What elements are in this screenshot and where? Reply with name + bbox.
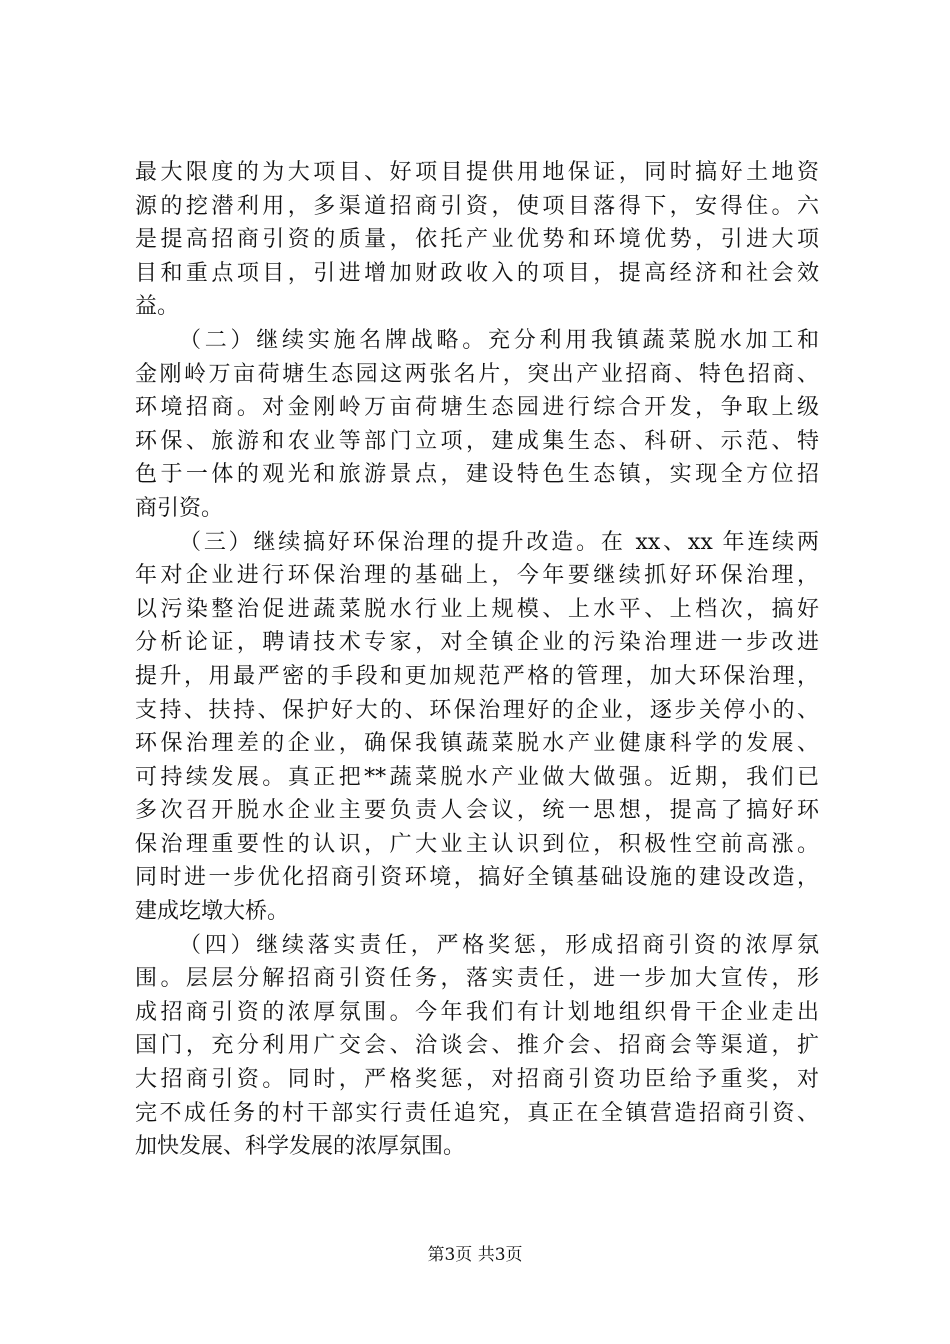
text-line: 加快发展、科学发展的浓厚氛围。: [135, 1134, 466, 1160]
text-line: 完不成任务的村干部实行责任追究，真正在全镇营造招商引资、: [135, 1100, 819, 1126]
page-number-footer: 第3页 共3页: [427, 1245, 523, 1265]
paragraph-heading-line: （三）继续搞好环保治理的提升改造。在 xx、xx 年连续两: [179, 529, 819, 555]
text-line: 环境招商。对金刚岭万亩荷塘生态园进行综合开发，争取上级: [135, 395, 819, 421]
text-line: 源的挖潜利用，多渠道招商引资，使项目落得下，安得住。六: [135, 193, 819, 219]
text-line: 最大限度的为大项目、好项目提供用地保证，同时搞好土地资: [135, 160, 819, 185]
text-line: 年对企业进行环保治理的基础上，今年要继续抓好环保治理，: [135, 563, 819, 589]
text-line: 可持续发展。真正把**蔬菜脱水产业做大做强。近期，我们已: [135, 764, 819, 790]
text-line: 多次召开脱水企业主要负责人会议，统一思想，提高了搞好环: [135, 798, 819, 824]
text-line: 支持、扶持、保护好大的、环保治理好的企业，逐步关停小的、: [135, 697, 819, 723]
text-line: 分析论证，聘请技术专家，对全镇企业的污染治理进一步改进: [135, 630, 819, 656]
text-line: 同时进一步优化招商引资环境，搞好全镇基础设施的建设改造，: [135, 865, 819, 891]
text-line: 大招商引资。同时，严格奖惩，对招商引资功臣给予重奖，对: [135, 1067, 819, 1093]
text-line: 保治理重要性的认识，广大业主认识到位，积极性空前高涨。: [135, 831, 819, 857]
text-line: 成招商引资的浓厚氛围。今年我们有计划地组织骨干企业走出: [135, 999, 819, 1025]
text-line: 金刚岭万亩荷塘生态园这两张名片，突出产业招商、特色招商、: [135, 361, 819, 387]
body-text: [135, 156, 819, 1164]
text-line: 围。层层分解招商引资任务，落实责任，进一步加大宣传，形: [135, 966, 819, 992]
text-line: 提升，用最严密的手段和更加规范严格的管理，加大环保治理，: [135, 663, 819, 689]
paragraph-heading-line: （四）继续落实责任，严格奖惩，形成招商引资的浓厚氛: [179, 932, 819, 958]
text-line: 环保治理差的企业，确保我镇蔬菜脱水产业健康科学的发展、: [135, 731, 819, 757]
text-line: 益。: [135, 294, 180, 320]
text-line: 商引资。: [135, 495, 224, 521]
text-line: 国门，充分利用广交会、洽谈会、推介会、招商会等渠道，扩: [135, 1033, 819, 1059]
text-line: 是提高招商引资的质量，依托产业优势和环境优势，引进大项: [135, 227, 819, 253]
paragraph-heading-line: （二）继续实施名牌战略。充分利用我镇蔬菜脱水加工和: [179, 327, 819, 353]
text-line: 色于一体的观光和旅游景点，建设特色生态镇，实现全方位招: [135, 462, 819, 488]
text-line: 以污染整治促进蔬菜脱水行业上规模、上水平、上档次，搞好: [135, 596, 819, 622]
text-line: 目和重点项目，引进增加财政收入的项目，提高经济和社会效: [135, 260, 819, 286]
text-line: 环保、旅游和农业等部门立项，建成集生态、科研、示范、特: [135, 428, 819, 454]
text-line: 建成圪墩大桥。: [135, 899, 290, 925]
